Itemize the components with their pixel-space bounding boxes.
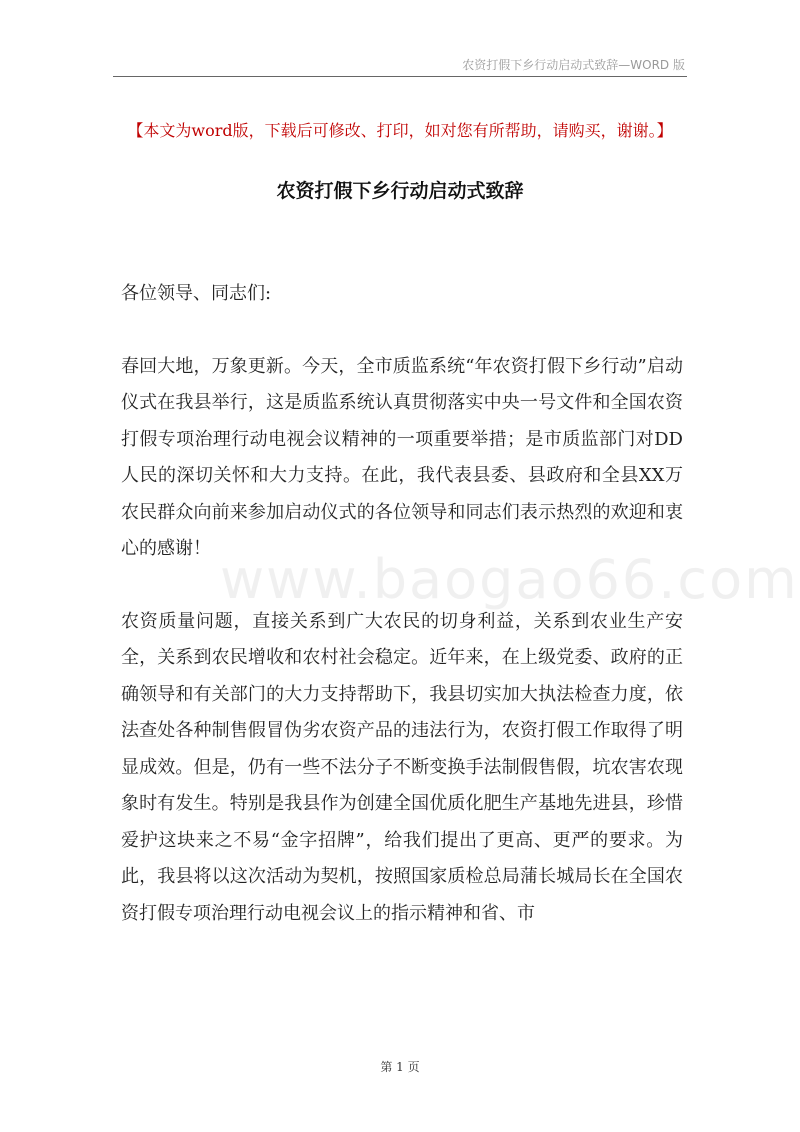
- watermark: www.baogao66.com: [220, 548, 799, 611]
- paragraph: 春回大地，万象更新。今天，全市质监系统“年农资打假下乡行动”启动仪式在我县举行，这是质监系统认真贯彻落实中央一号文件和全国农资打假专项治理行动电视会议精神的一项重要举措；是市质监部门对DD人民的深切关怀和大力支持。在此，我代表县委、县政府和全县XX万农民群众向前来参加启动仪式的各位领导和同志们表示热烈的欢迎和衷心的感谢！: [121, 355, 683, 559]
- paragraph: 农资质量问题，直接关系到广大农民的切身利益，关系到农业生产安全，关系到农民增收和农村社会稳定。近年来，在上级党委、政府的正确领导和有关部门的大力支持帮助下，我县切实加大执法检查力度，依法查处各种制售假冒伪劣农资产品的违法行为，农资打假工作取得了明显成效。但是，仍有一些不法分子不断变换手法制假售假，坑农害农现象时有发生。特别是我县作为创建全国优质化肥生产基地先进县，珍惜爱护这块来之不易“金字招牌”，给我们提出了更高、更严的要求。为此，我县将以这次活动为契机，按照国家质检总局蒲长城局长在全国农资打假专项治理行动电视会议上的指示精神和省、市: [121, 610, 683, 924]
- running-header: 农资打假下乡行动启动式致辞—WORD 版: [462, 58, 685, 72]
- header-divider: [113, 76, 687, 77]
- page-number: 第 1 页: [380, 1060, 420, 1074]
- salutation: 各位领导、同志们:: [121, 283, 272, 304]
- document-title: 农资打假下乡行动启动式致辞: [276, 180, 524, 202]
- document-body: [121, 276, 683, 968]
- purchase-notice: 【本文为word版，下载后可修改、打印，如对您有所帮助，请购买，谢谢。】: [127, 121, 673, 140]
